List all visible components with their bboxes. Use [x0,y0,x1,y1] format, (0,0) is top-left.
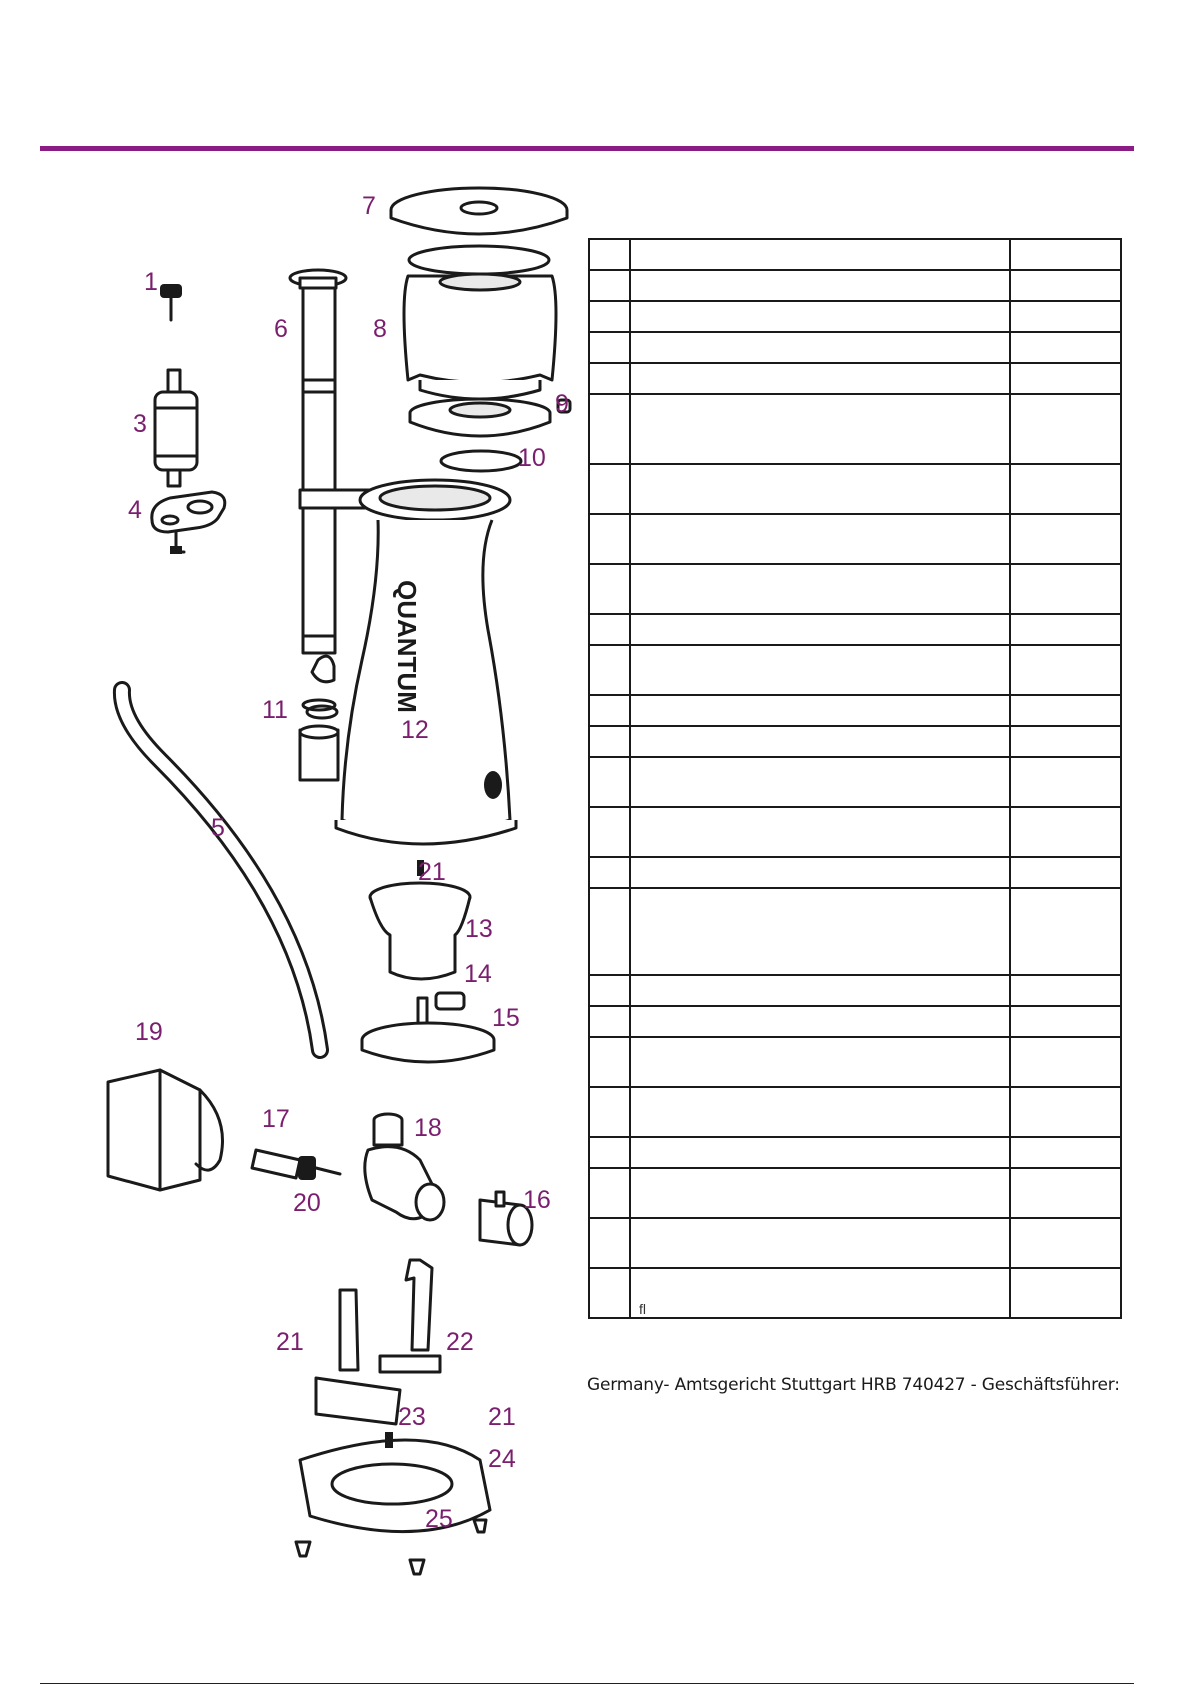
cell-no [589,514,630,564]
table-row [589,239,1121,270]
cell-desc [630,807,1010,857]
table-row [589,1168,1121,1218]
cell-desc [630,270,1010,301]
cell-art [1010,757,1121,807]
part-19-motor [108,1070,223,1190]
table-row [589,514,1121,564]
table-row [589,1006,1121,1037]
table-row [589,695,1121,726]
cell-no [589,363,630,394]
cell-desc [630,975,1010,1006]
part-24-base [300,1432,490,1532]
bottom-rule [40,1683,1134,1684]
cell-desc [630,888,1010,975]
part-label-25: 25 [425,1505,453,1533]
table-row [589,363,1121,394]
table-row [589,975,1121,1006]
footer-text: Germany- Amtsgericht Stuttgart HRB 740427 - Geschäftsführer: [587,1375,1120,1395]
part-label-12: 12 [401,716,429,744]
cell-no [589,332,630,363]
cell-desc [630,726,1010,757]
table-row [589,645,1121,695]
table-row [589,1218,1121,1268]
cell-no [589,857,630,888]
cell-no [589,1087,630,1137]
cell-desc [630,1087,1010,1137]
part-7-lid [391,188,567,234]
cell-no [589,888,630,975]
cell-no [589,394,630,464]
cell-art [1010,1087,1121,1137]
cell-desc [630,1218,1010,1268]
part-label-17: 17 [262,1105,290,1133]
cell-art [1010,695,1121,726]
cell-no [589,695,630,726]
cell-art [1010,645,1121,695]
cell-desc: fl [630,1268,1010,1318]
cell-art [1010,614,1121,645]
part-22-stand [380,1260,440,1372]
cell-no [589,564,630,614]
part-label-23: 23 [398,1403,426,1431]
cell-desc [630,1137,1010,1168]
part-label-21b: 21 [276,1328,304,1356]
cell-desc [630,363,1010,394]
cell-desc [630,645,1010,695]
cell-no [589,1006,630,1037]
part-label-24: 24 [488,1445,516,1473]
part-label-7: 7 [362,192,376,220]
part-label-21c: 21 [488,1403,516,1431]
table-row [589,857,1121,888]
cell-desc [630,1037,1010,1087]
part-17-rotor [252,1150,340,1180]
table-row [589,807,1121,857]
part-label-9: 9 [555,390,569,418]
table-row [589,1268,1121,1318]
cell-art [1010,564,1121,614]
part-label-4: 4 [128,496,142,524]
cell-no [589,726,630,757]
cell-no [589,239,630,270]
cell-no [589,1037,630,1087]
cell-art [1010,1268,1121,1318]
cell-no [589,1268,630,1318]
table-row [589,757,1121,807]
part-label-3: 3 [133,410,147,438]
cell-no [589,614,630,645]
part-15-plate [362,1023,494,1062]
cell-desc [630,394,1010,464]
part-label-6: 6 [274,315,288,343]
cell-art [1010,332,1121,363]
cell-no [589,1218,630,1268]
cell-art [1010,1218,1121,1268]
part-label-1: 1 [144,268,158,296]
exploded-parts-diagram [0,160,600,1600]
cell-art [1010,726,1121,757]
part-10-oring [441,451,521,471]
part-label-8: 8 [373,315,387,343]
cell-art [1010,857,1121,888]
cell-art [1010,888,1121,975]
cell-no [589,1137,630,1168]
table-row [589,1037,1121,1087]
cell-art [1010,514,1121,564]
cell-art [1010,394,1121,464]
part-label-13: 13 [465,915,493,943]
cell-desc [630,695,1010,726]
cell-desc [630,239,1010,270]
cell-desc [630,301,1010,332]
table-row [589,394,1121,464]
table-row [589,301,1121,332]
cell-art [1010,807,1121,857]
part-label-15: 15 [492,1004,520,1032]
cell-no [589,270,630,301]
cell-no [589,1168,630,1218]
cell-art [1010,464,1121,514]
cell-no [589,645,630,695]
cell-no [589,757,630,807]
header-rule [40,146,1134,151]
cell-no [589,975,630,1006]
part-11-oring [307,706,337,718]
table-row [589,270,1121,301]
part-label-16: 16 [523,1186,551,1214]
cell-desc [630,614,1010,645]
cell-desc [630,857,1010,888]
part-label-20: 20 [293,1189,321,1217]
part-5-hose [122,690,320,1050]
cell-no [589,464,630,514]
table-row [589,1137,1121,1168]
table-row [589,614,1121,645]
cell-no [589,807,630,857]
cell-desc [630,564,1010,614]
cell-art [1010,239,1121,270]
part-8-cup [404,246,556,399]
cell-art [1010,1168,1121,1218]
part-4-bracket [152,492,225,554]
cell-desc [630,1006,1010,1037]
part-label-11: 11 [262,696,288,724]
cell-art [1010,301,1121,332]
part-9-disk [410,399,570,436]
cell-art [1010,975,1121,1006]
cell-art [1010,1006,1121,1037]
cell-desc [630,332,1010,363]
cell-art [1010,1037,1121,1087]
parts-table [588,238,1122,1319]
part-label-5: 5 [211,814,225,842]
part-label-21a: 21 [418,858,446,886]
cell-art [1010,270,1121,301]
part-label-14: 14 [464,960,492,988]
cell-desc [630,757,1010,807]
table-row [589,888,1121,975]
part-1-knob-screw [160,284,182,320]
table-row [589,1087,1121,1137]
table-row [589,332,1121,363]
brand-text: QUANTUM [392,580,422,713]
cell-art [1010,1137,1121,1168]
table-row [589,464,1121,514]
table-row [589,564,1121,614]
part-3-cylinder [155,370,197,486]
part-label-18: 18 [414,1114,442,1142]
table-row [589,726,1121,757]
part-label-22: 22 [446,1328,474,1356]
cell-art [1010,363,1121,394]
cell-desc [630,514,1010,564]
cell-desc [630,464,1010,514]
part-label-19: 19 [135,1018,163,1046]
cell-no [589,301,630,332]
cell-desc [630,1168,1010,1218]
part-label-10: 10 [518,444,546,472]
